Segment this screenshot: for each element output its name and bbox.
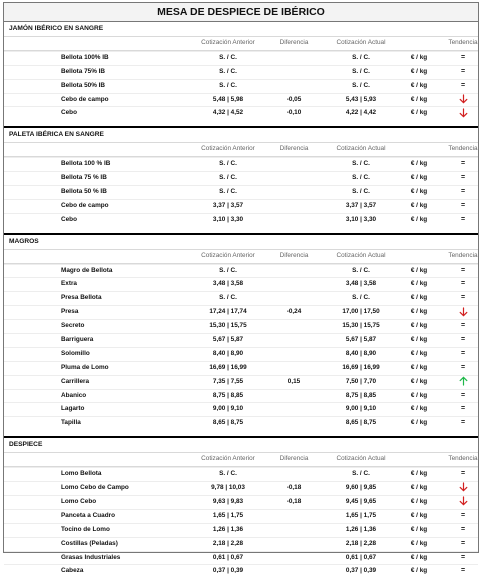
table-row (4, 509, 478, 523)
trend-indicator (444, 292, 482, 305)
previous-price: 2,18 | 2,28 (212, 539, 244, 547)
product-name: Secreto (61, 322, 85, 330)
trend-indicator (444, 158, 482, 171)
page-title: MESA DE DESPIECE DE IBÉRICO (4, 3, 478, 22)
equal-icon: = (460, 405, 466, 413)
trend-indicator (444, 510, 482, 523)
table-row (4, 495, 478, 509)
current-price: S. / C. (352, 188, 370, 196)
column-header-curr: Cotización Actual (336, 251, 386, 259)
price-difference: -0,10 (286, 109, 302, 117)
product-name: Pluma de Lomo (61, 363, 109, 371)
table-row (4, 361, 478, 375)
column-header-diff: Diferencia (279, 39, 309, 46)
trend-indicator (444, 565, 482, 578)
table-row (4, 537, 478, 551)
equal-icon: = (460, 280, 466, 288)
equal-icon: = (460, 266, 466, 274)
current-price: S. / C. (352, 81, 370, 89)
equal-icon: = (460, 67, 466, 75)
trend-indicator (444, 390, 482, 403)
current-price: 8,40 | 8,90 (345, 349, 377, 357)
current-price: S. / C. (352, 174, 370, 182)
price-unit: € / kg (410, 215, 428, 223)
current-price: 9,45 | 9,65 (345, 497, 377, 505)
product-name: Bellota 50% IB (61, 81, 106, 89)
equal-icon: = (460, 349, 466, 357)
previous-price: 8,65 | 8,75 (212, 419, 244, 427)
current-price: S. / C. (352, 294, 370, 302)
equal-icon: = (460, 215, 466, 223)
product-name: Lomo Bellota (61, 470, 102, 478)
arrow-down-icon (459, 307, 468, 317)
column-header-curr: Cotización Actual (336, 145, 386, 153)
current-price: 3,10 | 3,30 (345, 215, 377, 223)
previous-price: 3,10 | 3,30 (212, 215, 244, 223)
price-unit: € / kg (410, 201, 428, 209)
price-unit: € / kg (410, 336, 428, 344)
trend-indicator (444, 403, 482, 416)
current-price: 1,65 | 1,75 (345, 511, 377, 519)
table-row (4, 389, 478, 403)
price-unit: € / kg (410, 188, 428, 196)
trend-indicator (444, 376, 482, 389)
price-unit: € / kg (410, 539, 428, 547)
table-row (4, 467, 478, 481)
product-name: Cebo de campo (61, 201, 109, 209)
product-name: Magro de Bellota (61, 266, 113, 274)
equal-icon: = (460, 174, 466, 182)
table-row (4, 93, 478, 107)
previous-price: S. / C. (219, 470, 237, 478)
column-header-trend: Tendencia (448, 455, 478, 463)
previous-price: 15,30 | 15,75 (209, 322, 247, 330)
current-price: 17,00 | 17,50 (342, 308, 380, 316)
price-unit: € / kg (410, 363, 428, 371)
section (4, 227, 478, 431)
column-header-curr: Cotización Actual (336, 39, 386, 46)
column-header-trend: Tendencia (448, 39, 478, 46)
column-header-row (4, 452, 478, 467)
product-name: Cebo (61, 215, 77, 223)
equal-icon: = (460, 201, 466, 209)
trend-indicator (444, 496, 482, 509)
previous-price: S. / C. (219, 53, 237, 61)
product-name: Extra (61, 280, 77, 288)
previous-price: 1,65 | 1,75 (212, 511, 244, 519)
current-price: S. / C. (352, 266, 370, 274)
current-price: 0,61 | 0,67 (345, 553, 377, 561)
price-unit: € / kg (410, 567, 428, 575)
column-header-prev: Cotización Anterior (201, 145, 255, 153)
price-difference: -0,05 (286, 95, 302, 103)
previous-price: 5,67 | 5,87 (212, 336, 244, 344)
column-header-trend: Tendencia (448, 145, 478, 153)
price-unit: € / kg (410, 266, 428, 274)
previous-price: 5,48 | 5,98 (212, 95, 244, 103)
previous-price: 0,61 | 0,67 (212, 553, 244, 561)
current-price: 1,26 | 1,36 (345, 525, 377, 533)
table-row (4, 65, 478, 79)
current-price: 7,50 | 7,70 (345, 377, 377, 385)
price-difference: -0,18 (286, 497, 302, 505)
trend-indicator (444, 348, 482, 361)
table-row (4, 523, 478, 537)
current-price: 2,18 | 2,28 (345, 539, 377, 547)
table-row (4, 402, 478, 416)
equal-icon: = (460, 363, 466, 371)
product-name: Lagarto (61, 405, 85, 413)
table-row (4, 213, 478, 227)
product-name: Bellota 75 % IB (61, 174, 107, 182)
column-header-row (4, 249, 478, 264)
current-price: 9,00 | 9,10 (345, 405, 377, 413)
column-header-diff: Diferencia (279, 455, 309, 463)
trend-indicator (444, 107, 482, 120)
table-row (4, 375, 478, 389)
price-unit: € / kg (410, 419, 428, 427)
table-row (4, 416, 478, 430)
equal-icon: = (460, 419, 466, 427)
previous-price: 8,40 | 8,90 (212, 349, 244, 357)
previous-price: 16,69 | 16,99 (209, 363, 247, 371)
price-unit: € / kg (410, 391, 428, 399)
product-name: Bellota 100% IB (61, 53, 109, 61)
trend-indicator (444, 52, 482, 65)
arrow-down-icon (459, 94, 468, 104)
table-row (4, 185, 478, 199)
current-price: 16,69 | 16,99 (342, 363, 380, 371)
trend-indicator (444, 468, 482, 481)
table-row (4, 171, 478, 185)
trend-indicator (444, 362, 482, 375)
price-unit: € / kg (410, 174, 428, 182)
column-header-trend: Tendencia (448, 251, 478, 259)
current-price: 4,22 | 4,42 (345, 109, 377, 117)
price-unit: € / kg (410, 377, 428, 385)
arrow-down-icon (459, 108, 468, 118)
table-row (4, 264, 478, 278)
previous-price: S. / C. (219, 294, 237, 302)
product-name: Bellota 75% IB (61, 67, 106, 75)
previous-price: 0,37 | 0,39 (212, 567, 244, 575)
current-price: 15,30 | 15,75 (342, 322, 380, 330)
previous-price: 7,35 | 7,55 (212, 377, 244, 385)
price-difference: -0,24 (286, 308, 302, 316)
price-unit: € / kg (410, 484, 428, 492)
price-unit: € / kg (410, 53, 428, 61)
previous-price: S. / C. (219, 188, 237, 196)
current-price: 9,60 | 9,85 (345, 484, 377, 492)
price-unit: € / kg (410, 470, 428, 478)
previous-price: S. / C. (219, 81, 237, 89)
trend-indicator (444, 200, 482, 213)
section (4, 120, 478, 226)
previous-price: 9,63 | 9,83 (212, 497, 244, 505)
equal-icon: = (460, 525, 466, 533)
trend-indicator (444, 524, 482, 537)
previous-price: 17,24 | 17,74 (209, 308, 247, 316)
arrow-down-icon (459, 482, 468, 492)
equal-icon: = (460, 53, 466, 61)
price-unit: € / kg (410, 525, 428, 533)
price-unit: € / kg (410, 349, 428, 357)
trend-indicator (444, 552, 482, 565)
previous-price: S. / C. (219, 266, 237, 274)
equal-icon: = (460, 567, 466, 575)
equal-icon: = (460, 188, 466, 196)
price-unit: € / kg (410, 160, 428, 168)
price-unit: € / kg (410, 405, 428, 413)
trend-indicator (444, 186, 482, 199)
product-name: Cabeza (61, 567, 84, 575)
current-price: 8,65 | 8,75 (345, 419, 377, 427)
trend-indicator (444, 306, 482, 319)
equal-icon: = (460, 539, 466, 547)
current-price: S. / C. (352, 470, 370, 478)
trend-indicator (444, 482, 482, 495)
previous-price: 9,00 | 9,10 (212, 405, 244, 413)
product-name: Bellota 50 % IB (61, 188, 107, 196)
product-name: Barriguera (61, 336, 94, 344)
product-name: Bellota 100 % IB (61, 160, 111, 168)
table-row (4, 157, 478, 171)
current-price: S. / C. (352, 160, 370, 168)
price-unit: € / kg (410, 95, 428, 103)
trend-indicator (444, 172, 482, 185)
trend-indicator (444, 80, 482, 93)
previous-price: S. / C. (219, 160, 237, 168)
current-price: 3,37 | 3,57 (345, 201, 377, 209)
table-row (4, 199, 478, 213)
sections-container (4, 22, 478, 578)
price-unit: € / kg (410, 511, 428, 519)
section-title: PALETA IBÉRICA EN SANGRE (4, 126, 478, 142)
price-unit: € / kg (410, 67, 428, 75)
trend-indicator (444, 265, 482, 278)
trend-indicator (444, 94, 482, 107)
section (4, 430, 478, 578)
table-row (4, 551, 478, 565)
column-header-diff: Diferencia (279, 145, 309, 153)
trend-indicator (444, 320, 482, 333)
price-unit: € / kg (410, 553, 428, 561)
current-price: 5,43 | 5,93 (345, 95, 377, 103)
table-row (4, 333, 478, 347)
table-row (4, 106, 478, 120)
price-unit: € / kg (410, 294, 428, 302)
trend-indicator (444, 278, 482, 291)
equal-icon: = (460, 160, 466, 168)
table-row (4, 347, 478, 361)
equal-icon: = (460, 294, 466, 302)
equal-icon: = (460, 470, 466, 478)
table-row (4, 291, 478, 305)
equal-icon: = (460, 553, 466, 561)
product-name: Cebo de campo (61, 95, 109, 103)
price-table-frame (3, 2, 479, 575)
table-row (4, 305, 478, 319)
section-title: DESPIECE (4, 436, 478, 452)
product-name: Grasas Industriales (61, 553, 121, 561)
previous-price: S. / C. (219, 174, 237, 182)
product-name: Presa (61, 308, 79, 316)
price-unit: € / kg (410, 81, 428, 89)
section-title: MAGROS (4, 233, 478, 249)
current-price: S. / C. (352, 53, 370, 61)
table-row (4, 277, 478, 291)
equal-icon: = (460, 391, 466, 399)
previous-price: 9,78 | 10,03 (211, 484, 245, 492)
table-row (4, 481, 478, 495)
price-difference: -0,18 (286, 484, 302, 492)
product-name: Cebo (61, 109, 77, 117)
product-name: Panceta a Cuadro (61, 511, 115, 519)
previous-price: S. / C. (219, 67, 237, 75)
column-header-prev: Cotización Anterior (201, 455, 255, 463)
price-unit: € / kg (410, 497, 428, 505)
equal-icon: = (460, 81, 466, 89)
arrow-up-icon (459, 376, 468, 386)
product-name: Lomo Cebo (61, 497, 97, 505)
product-name: Carrillera (61, 377, 90, 385)
previous-price: 1,26 | 1,36 (212, 525, 244, 533)
arrow-down-icon (459, 496, 468, 506)
current-price: 3,48 | 3,58 (345, 280, 377, 288)
product-name: Solomillo (61, 349, 90, 357)
price-unit: € / kg (410, 322, 428, 330)
equal-icon: = (460, 511, 466, 519)
section (4, 22, 478, 120)
trend-indicator (444, 538, 482, 551)
previous-price: 3,37 | 3,57 (212, 201, 244, 209)
product-name: Costillas (Peladas) (61, 539, 118, 547)
trend-indicator (444, 214, 482, 227)
product-name: Tocino de Lomo (61, 525, 110, 533)
price-difference: 0,15 (287, 377, 301, 385)
current-price: 5,67 | 5,87 (345, 336, 377, 344)
column-header-row (4, 142, 478, 157)
current-price: 0,37 | 0,39 (345, 567, 377, 575)
product-name: Tapilla (61, 419, 81, 427)
table-row (4, 564, 478, 578)
price-unit: € / kg (410, 280, 428, 288)
current-price: 8,75 | 8,85 (345, 391, 377, 399)
price-unit: € / kg (410, 109, 428, 117)
previous-price: 4,32 | 4,52 (212, 109, 244, 117)
trend-indicator (444, 417, 482, 430)
trend-indicator (444, 66, 482, 79)
column-header-prev: Cotización Anterior (201, 39, 255, 46)
table-row (4, 79, 478, 93)
column-header-diff: Diferencia (279, 251, 309, 259)
column-header-prev: Cotización Anterior (201, 251, 255, 259)
product-name: Lomo Cebo de Campo (61, 484, 129, 492)
equal-icon: = (460, 322, 466, 330)
product-name: Abanico (61, 391, 87, 399)
previous-price: 3,48 | 3,58 (212, 280, 244, 288)
price-unit: € / kg (410, 308, 428, 316)
previous-price: 8,75 | 8,85 (212, 391, 244, 399)
equal-icon: = (460, 336, 466, 344)
product-name: Presa Bellota (61, 294, 102, 302)
column-header-curr: Cotización Actual (336, 455, 386, 463)
current-price: S. / C. (352, 67, 370, 75)
trend-indicator (444, 334, 482, 347)
table-row (4, 51, 478, 65)
section-title: JAMÓN IBÉRICO EN SANGRE (4, 22, 478, 36)
column-header-row (4, 36, 478, 51)
table-row (4, 319, 478, 333)
